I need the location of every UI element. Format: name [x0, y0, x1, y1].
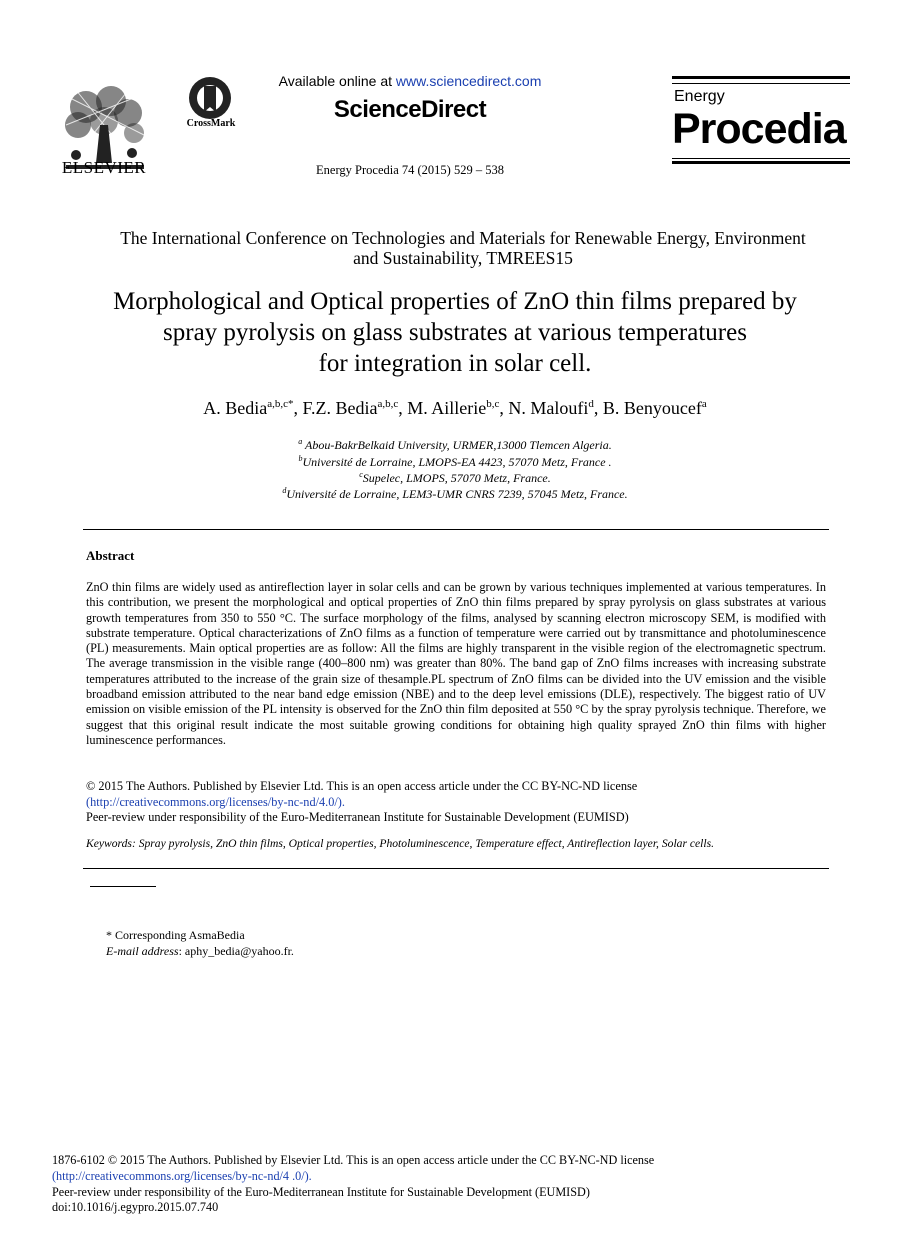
procedia-rule-top-thin	[672, 83, 850, 84]
page-footer	[52, 1153, 872, 1216]
footnote-rule	[90, 886, 156, 887]
author-separator: ,	[293, 398, 303, 418]
section-rule-bottom	[83, 868, 829, 869]
author-affiliation-marks: a,b,c	[377, 398, 399, 410]
author-affiliation-marks: a	[701, 398, 707, 410]
conference-line-1: The International Conference on Technologies and Materials for Renewable Energy, Environment	[120, 228, 806, 248]
title-line-2: spray pyrolysis on glass substrates at various temperatures	[163, 319, 747, 346]
crossmark-label: CrossMark	[186, 118, 236, 129]
available-prefix: Available online at	[278, 73, 396, 89]
author-affiliation-marks: b,c	[486, 398, 500, 410]
author-name: N. Maloufi	[508, 398, 589, 418]
affiliation-mark: d	[282, 486, 287, 495]
affiliation-text: Abou-BakrBelkaid University, URMER,13000 Tlemcen Algeria.	[302, 438, 612, 452]
affiliation	[60, 483, 850, 502]
abstract-heading: Abstract	[86, 548, 135, 563]
procedia-rule-top	[672, 76, 850, 79]
author-separator: ,	[398, 398, 408, 418]
author-list	[60, 398, 850, 419]
journal-reference: Energy Procedia 74 (2015) 529 – 538	[316, 163, 504, 177]
corresponding-author: * Corresponding AsmaBedia	[106, 928, 245, 942]
paper-title	[60, 286, 850, 379]
license-link[interactable]: (http://creativecommons.org/licenses/by-nc-nd/4.0/).	[86, 794, 345, 809]
keywords-line: Keywords: Spray pyrolysis, ZnO thin films, Optical properties, Photoluminescence, Temperature effect, Antireflection layer, Solar cells.	[86, 837, 715, 850]
conference-line-2: and Sustainability, TMREES15	[353, 248, 573, 268]
procedia-rule-bottom	[672, 161, 850, 164]
affiliation-text: Supelec, LMOPS, 57070 Metz, France.	[362, 471, 551, 485]
sciencedirect-wordmark: ScienceDirect	[333, 96, 487, 123]
author-affiliation-marks: d	[588, 398, 594, 410]
affiliation-text: Université de Lorraine, LMOPS-EA 4423, 57070 Metz, France .	[302, 455, 612, 469]
title-line-1: Morphological and Optical properties of ZnO thin films prepared by	[113, 288, 797, 315]
author-name: M. Aillerie	[407, 398, 487, 418]
author-name: F.Z. Bedia	[302, 398, 378, 418]
license-block	[86, 779, 826, 826]
publisher-name: ELSEVIER	[61, 158, 147, 177]
affiliation-mark: c	[359, 470, 363, 479]
author-separator: ,	[593, 398, 603, 418]
footer-license-link[interactable]: (http://creativecommons.org/licenses/by-nc-nd/4 .0/).	[52, 1168, 312, 1183]
abstract-body: ZnO thin films are widely used as antireflection layer in solar cells and can be grown by various techniques implemented at various temperatures. In this contribution, we present the morphological and optical properties of ZnO thin films prepared by spray pyrolysis on glass substrates at various growth temperatures from 350 to 550 °C. The surface morphology of the films, analysed by scanning electron microscopy SEM, is modified with substrate temperature. Optical characterizations of ZnO films as a function of temperature were carried out by transmittance and photoluminescence (PL) measurements. Main optical properties are as follow: All the films are highly transparent in the visible region of the electromagnetic spectrum. The average transmission in the visible range (400–800 nm) was greater than 80%. The band gap of ZnO films increases with increasing substrate temperatures attributed to the increase of the grain size of thesample.PL spectrum of ZnO films can be divided into the UV emission and the visible broadband emission attributed to the near band edge emission (NBE) and to the deep level emissions (DLE), respectively. The biggest ratio of UV emission on visible emission of the PL intensity is observed for the ZnO thin film deposited at 550 °C by the spray pyrolysis technique. Therefore, we suggest that this original result indicate the most suitable growing conditions for obtaining high quality sprayed ZnO thin films with higher luminescence performances.	[86, 580, 826, 747]
section-rule-top	[83, 529, 829, 530]
journal-name-large: Procedia	[672, 105, 846, 153]
sciencedirect-link[interactable]: www.sciencedirect.com	[395, 73, 542, 89]
email-label: E-mail address	[106, 944, 179, 958]
procedia-rule-bottom-thin	[672, 158, 850, 159]
title-line-3: for integration in solar cell.	[318, 350, 592, 377]
author-name: B. Benyoucef	[602, 398, 702, 418]
email-address[interactable]: : aphy_bedia@yahoo.fr.	[178, 944, 294, 958]
author-separator: ,	[499, 398, 509, 418]
footer-peer-review: Peer-review under responsibility of the Euro-Mediterranean Institute for Sustainable Development (EUMISD)	[52, 1184, 590, 1199]
copyright-line: © 2015 The Authors. Published by Elsevier Ltd. This is an open access article under the CC BY-NC-ND license	[86, 779, 638, 793]
footer-doi[interactable]: doi:10.1016/j.egypro.2015.07.740	[52, 1200, 219, 1215]
available-online-line	[230, 73, 590, 89]
affiliation-mark: b	[298, 454, 303, 463]
corresponding-footnote	[106, 927, 294, 959]
affiliation-text: Université de Lorraine, LEM3-UMR CNRS 7239, 57045 Metz, France.	[286, 487, 628, 501]
author-affiliation-marks: a,b,c*	[267, 398, 294, 410]
journal-name-small: Energy	[674, 88, 725, 105]
footer-issn-line: 1876-6102 © 2015 The Authors. Published by Elsevier Ltd. This is an open access article under the CC BY-NC-ND license	[52, 1153, 655, 1167]
affiliation-mark: a	[298, 437, 303, 446]
author-name: A. Bedia	[203, 398, 268, 418]
peer-review-line: Peer-review under responsibility of the Euro-Mediterranean Institute for Sustainable Development (EUMISD)	[86, 810, 629, 824]
conference-name	[70, 228, 856, 268]
